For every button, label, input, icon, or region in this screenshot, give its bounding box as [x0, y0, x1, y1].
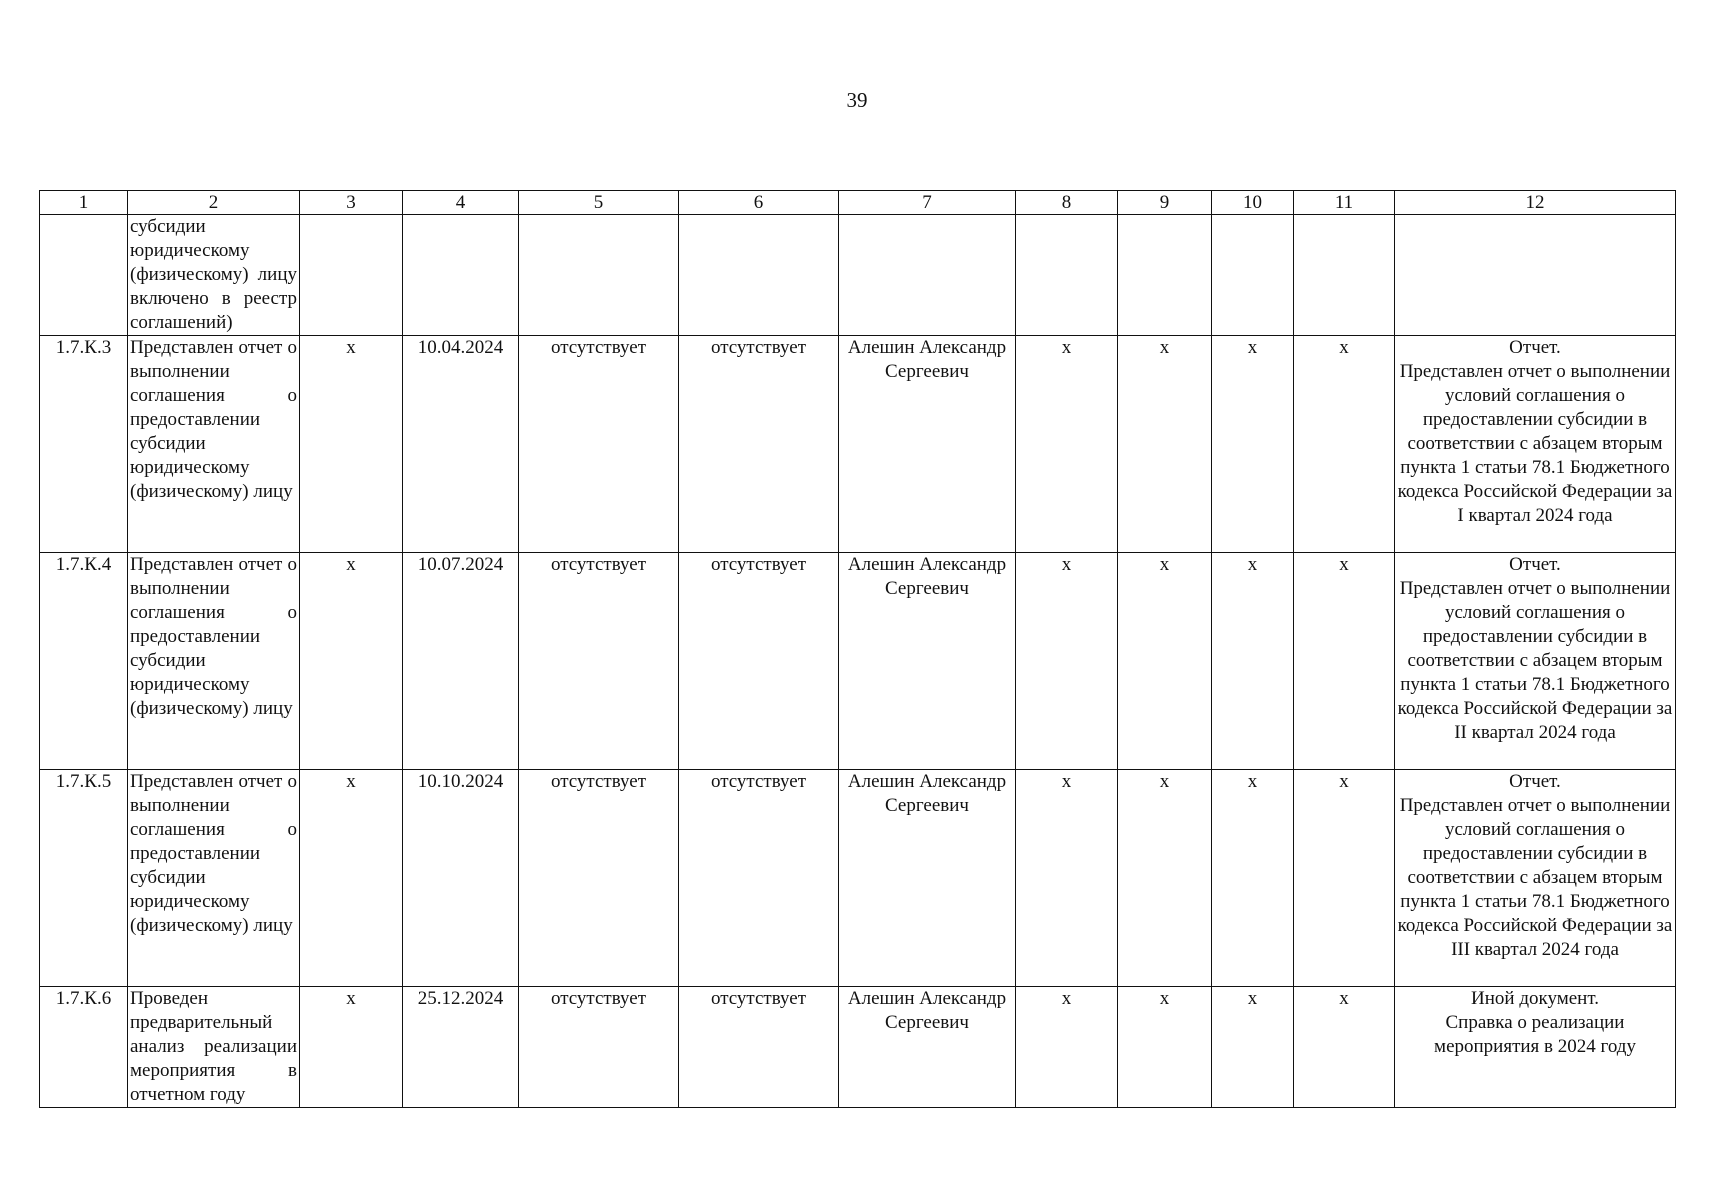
x-mark: x: [1294, 987, 1395, 1108]
x-mark: x: [300, 770, 403, 987]
x-mark: x: [1294, 770, 1395, 987]
x-mark: x: [1212, 987, 1294, 1108]
event-cell: Представлен отчет о выполнении соглашения о предоставлении субсидии юридическому (физическому) лицу: [128, 553, 300, 770]
x-mark: x: [1294, 553, 1395, 770]
responsible-cell: Алешин Александр Сергеевич: [839, 336, 1016, 553]
x-mark: x: [1212, 770, 1294, 987]
event-cell: Представлен отчет о выполнении соглашения о предоставлении субсидии юридическому (физическому) лицу: [128, 770, 300, 987]
responsible-cell: Алешин Александр Сергеевич: [839, 553, 1016, 770]
date-cell: 25.12.2024: [403, 987, 519, 1108]
x-mark: x: [1212, 336, 1294, 553]
header-cell: 5: [519, 191, 679, 215]
x-mark: x: [300, 336, 403, 553]
document-type: Отчет.: [1509, 771, 1561, 792]
document-description: Представлен отчет о выполнении условий соглашения о предоставлении субсидии в соответствии с абзацем вторым пункта 1 статьи 78.1 Бюджетного кодекса Российской Федерации за III квартал 2024 года: [1397, 795, 1673, 960]
x-mark: x: [1118, 553, 1212, 770]
empty-cell: [300, 215, 403, 336]
code-cell: 1.7.К.3: [40, 336, 128, 553]
status-cell: отсутствует: [679, 336, 839, 553]
table-row: [40, 987, 1676, 1108]
x-mark: x: [300, 987, 403, 1108]
date-cell: 10.07.2024: [403, 553, 519, 770]
status-cell: отсутствует: [679, 770, 839, 987]
header-cell: 9: [1118, 191, 1212, 215]
header-cell: 6: [679, 191, 839, 215]
x-mark: x: [1016, 770, 1118, 987]
document-description: Представлен отчет о выполнении условий соглашения о предоставлении субсидии в соответствии с абзацем вторым пункта 1 статьи 78.1 Бюджетного кодекса Российской Федерации за II квартал 2024 года: [1397, 578, 1673, 743]
x-mark: x: [1016, 987, 1118, 1108]
x-mark: x: [1118, 770, 1212, 987]
document-cell: [1395, 987, 1676, 1108]
event-cell: Проведен предварительный анализ реализации мероприятия в отчетном году: [128, 987, 300, 1108]
header-cell: 2: [128, 191, 300, 215]
x-mark: x: [1294, 336, 1395, 553]
document-description: Представлен отчет о выполнении условий соглашения о предоставлении субсидии в соответствии с абзацем вторым пункта 1 статьи 78.1 Бюджетного кодекса Российской Федерации за I квартал 2024 года: [1397, 361, 1673, 526]
empty-cell: [1294, 215, 1395, 336]
header-cell: 1: [40, 191, 128, 215]
status-cell: отсутствует: [679, 553, 839, 770]
header-cell: 7: [839, 191, 1016, 215]
header-cell: 10: [1212, 191, 1294, 215]
event-cell: Представлен отчет о выполнении соглашения о предоставлении субсидии юридическому (физическому) лицу: [128, 336, 300, 553]
page-number: 39: [846, 88, 868, 112]
status-cell: отсутствует: [519, 987, 679, 1108]
code-cell: 1.7.К.5: [40, 770, 128, 987]
empty-cell: [1118, 215, 1212, 336]
empty-cell: [519, 215, 679, 336]
header-row: [40, 191, 1676, 215]
document-description: Справка о реализации мероприятия в 2024 году: [1434, 1012, 1636, 1057]
document-type: Отчет.: [1509, 554, 1561, 575]
event-cell: субсидии юридическому (физическому) лицу включено в реестр соглашений): [128, 215, 300, 336]
header-cell: 4: [403, 191, 519, 215]
status-cell: отсутствует: [519, 336, 679, 553]
header-cell: 3: [300, 191, 403, 215]
x-mark: x: [1212, 553, 1294, 770]
empty-cell: [1212, 215, 1294, 336]
document-type: Иной документ.: [1471, 988, 1599, 1009]
empty-cell: [1016, 215, 1118, 336]
status-cell: отсутствует: [679, 987, 839, 1108]
date-cell: 10.10.2024: [403, 770, 519, 987]
header-cell: 12: [1395, 191, 1676, 215]
document-cell: [1395, 553, 1676, 770]
control-points-table: [39, 190, 1676, 1108]
x-mark: x: [300, 553, 403, 770]
code-cell: 1.7.К.4: [40, 553, 128, 770]
table-row: [40, 770, 1676, 987]
header-cell: 8: [1016, 191, 1118, 215]
x-mark: x: [1118, 987, 1212, 1108]
header-cell: 11: [1294, 191, 1395, 215]
continuation-row: [40, 215, 1676, 336]
status-cell: отсутствует: [519, 553, 679, 770]
responsible-cell: Алешин Александр Сергеевич: [839, 770, 1016, 987]
x-mark: x: [1016, 336, 1118, 553]
code-cell: 1.7.К.6: [40, 987, 128, 1108]
empty-cell: [679, 215, 839, 336]
empty-cell: [403, 215, 519, 336]
table-row: [40, 336, 1676, 553]
table-row: [40, 553, 1676, 770]
status-cell: отсутствует: [519, 770, 679, 987]
empty-cell: [1395, 215, 1676, 336]
empty-cell: [839, 215, 1016, 336]
empty-cell: [40, 215, 128, 336]
responsible-cell: Алешин Александр Сергеевич: [839, 987, 1016, 1108]
date-cell: 10.04.2024: [403, 336, 519, 553]
x-mark: x: [1118, 336, 1212, 553]
document-cell: [1395, 770, 1676, 987]
x-mark: x: [1016, 553, 1118, 770]
document-cell: [1395, 336, 1676, 553]
document-type: Отчет.: [1509, 337, 1561, 358]
